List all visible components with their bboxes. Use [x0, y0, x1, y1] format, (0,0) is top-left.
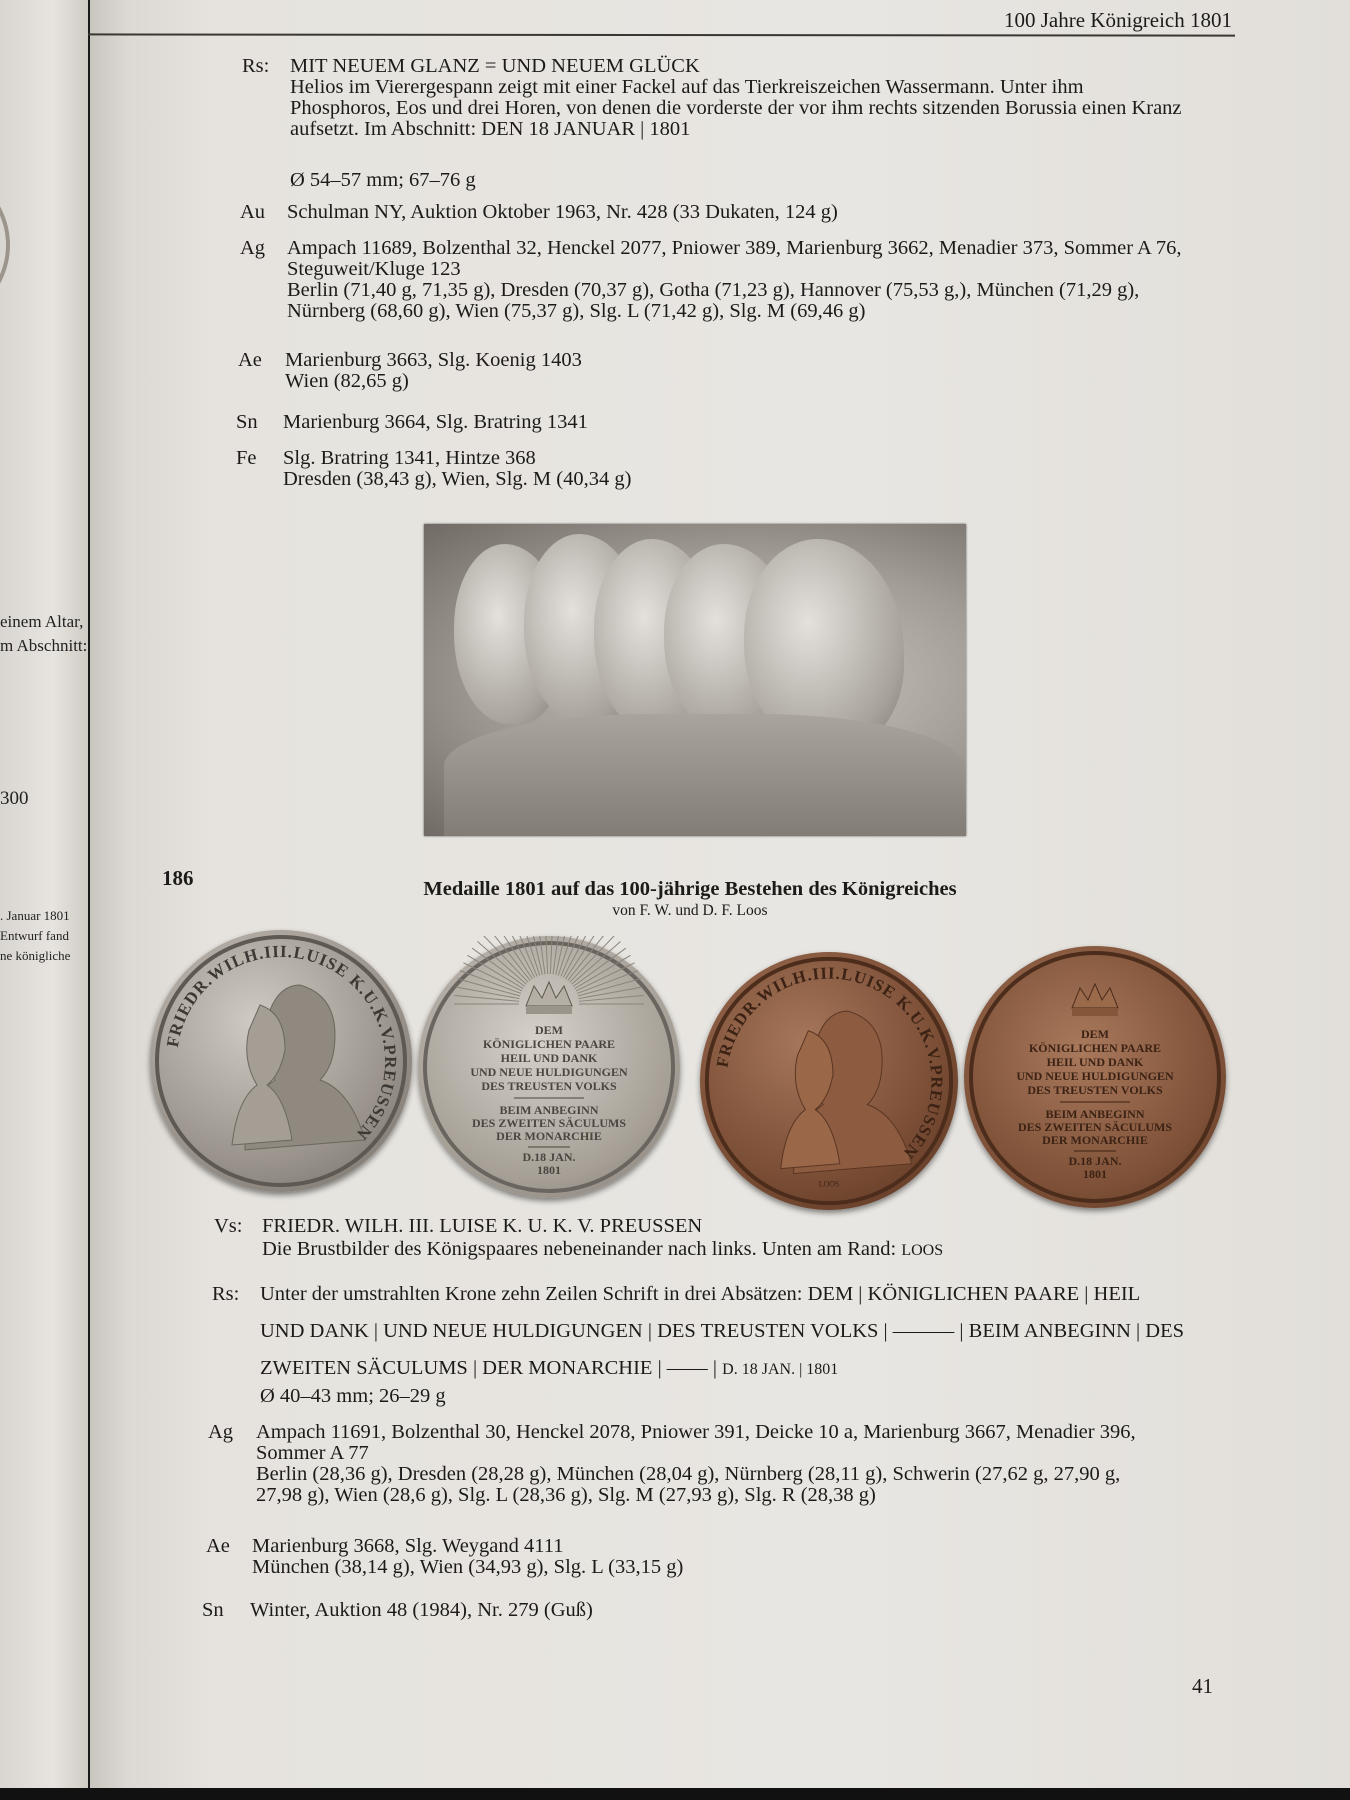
page-number: 41 [1192, 1674, 1213, 1698]
coin-reverse-line: UND NEUE HULDIGUNGEN [470, 1065, 628, 1079]
coin-reverse-line: DES TREUSTEN VOLKS [1027, 1083, 1163, 1097]
sun-ray [497, 936, 533, 979]
metal-line: München (38,14 g), Wien (34,93 g), Slg. L (33,15 g) [252, 1556, 684, 1578]
rs-label: Rs: [242, 55, 270, 77]
coin-reverse-line: DES TREUSTEN VOLKS [481, 1079, 617, 1093]
rs-line: Unter der umstrahlten Krone zehn Zeilen Schrift in drei Absätzen: DEM | KÖNIGLICHEN PAARE | HEIL [260, 1283, 1141, 1305]
coin-reverse-line: D.18 JAN. [522, 1150, 576, 1164]
metal-line: Wien (82,65 g) [285, 370, 409, 392]
coin-bronze-reverse [964, 946, 1226, 1208]
coin-reverse-line: KÖNIGLICHEN PAARE [1028, 1041, 1162, 1055]
rs-desc-line: Helios im Vierergespann zeigt mit einer Fackel auf das Tierkreiszeichen Wassermann. Unter ihm [290, 76, 1084, 98]
coin-reverse-line: DES ZWEITEN SÄCULUMS [1017, 1120, 1173, 1134]
medal-detail-photo [424, 524, 966, 836]
rs-date: D. 18 JAN. | 1801 [722, 1361, 839, 1378]
entry-size: Ø 40–43 mm; 26–29 g [260, 1385, 446, 1407]
metal-line: Dresden (38,43 g), Wien, Slg. M (40,34 g) [283, 468, 632, 490]
metal-label: Ae [238, 349, 262, 371]
metal-line: Slg. Bratring 1341, Hintze 368 [283, 447, 536, 469]
coin-reverse-line: DEM [535, 1023, 563, 1037]
coin-reverse-line: D.18 JAN. [1068, 1154, 1122, 1168]
rs-desc-line: aufsetzt. Im Abschnitt: DEN 18 JANUAR | 1801 [290, 118, 691, 140]
catalogue-number: 186 [162, 866, 194, 890]
coin-reverse-line: BEIM ANBEGINN [499, 1103, 599, 1117]
coin-reverse-line: HEIL UND DANK [500, 1051, 598, 1065]
metal-line: Winter, Auktion 48 (1984), Nr. 279 (Guß) [250, 1599, 593, 1621]
metal-line: 27,98 g), Wien (28,6 g), Slg. L (28,36 g), Slg. M (27,93 g), Slg. R (28,38 g) [256, 1484, 876, 1506]
facing-text-fragment: m Abschnitt: [0, 636, 88, 655]
metal-label: Sn [202, 1599, 224, 1621]
metal-label: Sn [236, 411, 258, 433]
metal-line: Steguweit/Kluge 123 [287, 258, 461, 280]
prev-size: Ø 54–57 mm; 67–76 g [290, 169, 476, 191]
vs-legend: FRIEDR. WILH. III. LUISE K. U. K. V. PREUSSEN [262, 1215, 703, 1237]
entry-title: Medaille 1801 auf das 100-jährige Bestehen des Königreiches [423, 878, 957, 900]
coin-reverse-line: DER MONARCHIE [496, 1129, 602, 1143]
page-bottom-edge [0, 1788, 1350, 1800]
metal-label: Fe [236, 447, 257, 469]
coin-reverse-line: 1801 [1083, 1167, 1107, 1181]
metal-line: Schulman NY, Auktion Oktober 1963, Nr. 428 (33 Dukaten, 124 g) [287, 201, 838, 223]
coin-reverse-line: UND NEUE HULDIGUNGEN [1016, 1069, 1174, 1083]
coin-reverse-line: HEIL UND DANK [1046, 1055, 1144, 1069]
metal-label: Ag [208, 1421, 234, 1443]
coin-signature: LOOS [818, 1179, 840, 1189]
coin-obverse-legend: FRIEDR.WILH.III.LUISE K.U.K.V.PREUSSEN [712, 963, 947, 1163]
coin-reverse-line: BEIM ANBEGINN [1045, 1107, 1145, 1121]
metal-line: Nürnberg (68,60 g), Wien (75,37 g), Slg. L (71,42 g), Slg. M (69,46 g) [287, 300, 866, 322]
metal-line: Ampach 11691, Bolzenthal 30, Henckel 2078, Pniower 391, Deicke 10 a, Marienburg 3667, Menadier 396, [256, 1421, 1136, 1443]
metal-line: Sommer A 77 [256, 1442, 369, 1464]
coin-reverse-line: DER MONARCHIE [1042, 1133, 1148, 1147]
vs-signature: LOOS [901, 1242, 944, 1259]
facing-text-fragment: Entwurf fand [0, 928, 69, 943]
facing-text-fragment: ne königliche [0, 948, 71, 963]
coin-silver-obverse [150, 930, 412, 1192]
sun-ray [566, 936, 602, 979]
facing-text-fragment: . Januar 1801 [0, 908, 70, 923]
metal-line: Marienburg 3663, Slg. Koenig 1403 [285, 349, 582, 371]
metal-line: Berlin (71,40 g, 71,35 g), Dresden (70,37 g), Gotha (71,23 g), Hannover (75,53 g,), München (71,29 g), [287, 279, 1140, 301]
facing-text-fragment: einem Altar, [0, 612, 84, 631]
facing-coin-edge [0, 150, 10, 340]
vs-description: Die Brustbilder des Königspaares nebeneinander nach links. Unten am Rand: [262, 1238, 897, 1260]
rs-line: UND DANK | UND NEUE HULDIGUNGEN | DES TREUSTEN VOLKS | ——— | BEIM ANBEGINN | DES [260, 1320, 1185, 1342]
crown-icon [1072, 984, 1118, 1016]
coin-obverse-legend: FRIEDR.WILH.III.LUISE K.U.K.V.PREUSSEN [162, 941, 401, 1144]
crown-icon [526, 982, 572, 1014]
coin-bronze-obverse [700, 952, 958, 1210]
metal-line: Marienburg 3668, Slg. Weygand 4111 [252, 1535, 564, 1557]
coin-reverse-line: KÖNIGLICHEN PAARE [482, 1037, 616, 1051]
rs-line: ZWEITEN SÄCULUMS | DER MONARCHIE | —— | [260, 1357, 718, 1379]
coin-silver-reverse [418, 936, 680, 1198]
metal-label: Ag [240, 237, 266, 259]
entry-subtitle: von F. W. und D. F. Loos [612, 902, 768, 919]
rs-label: Rs: [212, 1283, 240, 1305]
rs-desc-line: Phosphoros, Eos und drei Horen, von denen die vorderste der vor ihm rechts sitzenden Borussia einen Kranz [290, 97, 1182, 119]
coin-reverse-line: DES ZWEITEN SÄCULUMS [471, 1116, 627, 1130]
facing-page-edge [0, 0, 88, 1790]
facing-text-fragment: 300 [0, 788, 29, 809]
rs-legend: MIT NEUEM GLANZ = UND NEUEM GLÜCK [290, 55, 700, 77]
metal-line: Ampach 11689, Bolzenthal 32, Henckel 2077, Pniower 389, Marienburg 3662, Menadier 373, Sommer A 76, [287, 237, 1182, 259]
coin-reverse-line: DEM [1081, 1027, 1109, 1041]
profile-busts [444, 714, 964, 836]
running-head: 100 Jahre Königreich 1801 [1003, 8, 1232, 32]
vs-label: Vs: [214, 1215, 243, 1237]
metal-line: Marienburg 3664, Slg. Bratring 1341 [283, 411, 588, 433]
metal-line: Berlin (28,36 g), Dresden (28,28 g), München (28,04 g), Nürnberg (28,11 g), Schwerin (27,62 g, 27,90 g, [256, 1463, 1121, 1485]
metal-label: Au [240, 201, 266, 223]
metal-label: Ae [206, 1535, 230, 1557]
coin-reverse-line: 1801 [537, 1163, 561, 1177]
